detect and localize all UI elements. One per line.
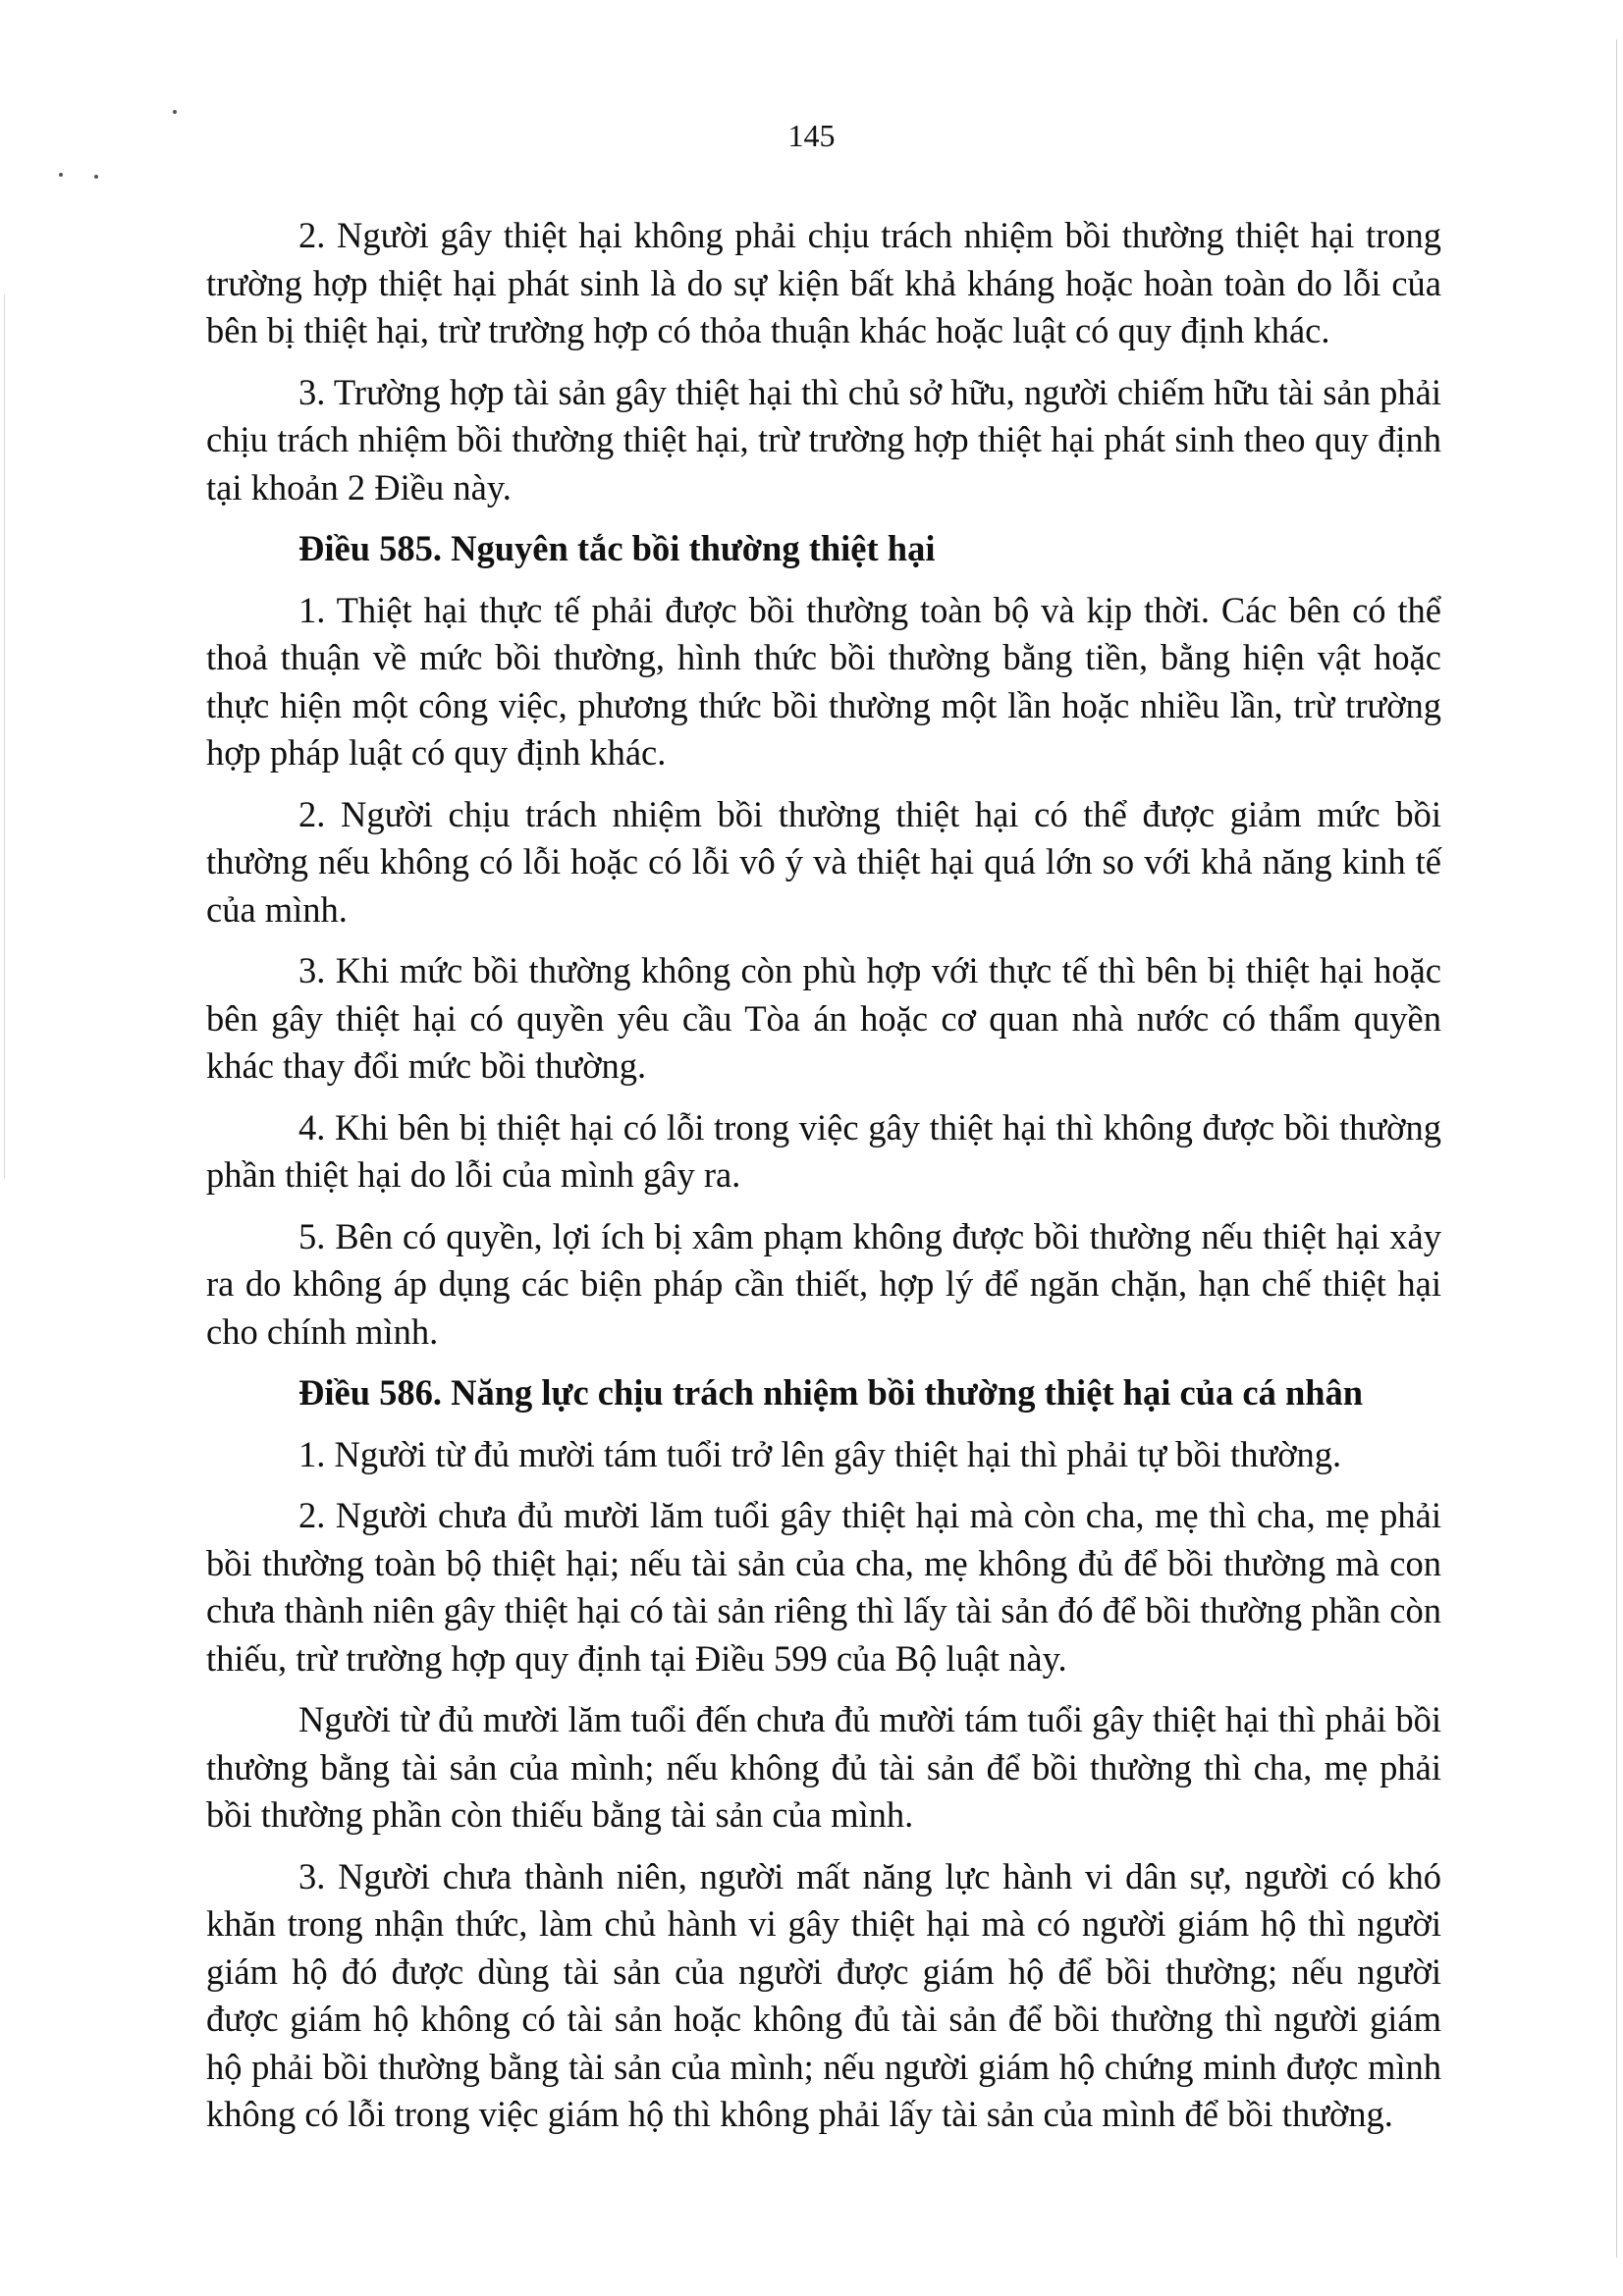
paragraph: 2. Người gây thiệt hại không phải chịu trách nhiệm bồi thường thiệt hại trong trường hợp thiệt hại phát sinh là do sự kiện bất khả kháng hoặc hoàn toàn do lỗi của bên bị thiệt hại, trừ trường hợp có thỏa thuận khác hoặc luật có quy định khác. xyxy=(206,215,1441,350)
article-heading: Điều 586. Năng lực chịu trách nhiệm bồi thường thiệt hại của cá nhân xyxy=(298,1372,1364,1413)
paragraph: 4. Khi bên bị thiệt hại có lỗi trong việc gây thiệt hại thì không được bồi thường phần thiệt hại do lỗi của mình gây ra. xyxy=(206,1106,1441,1195)
scan-edge-line xyxy=(4,294,5,1178)
paragraph: 1. Người từ đủ mười tám tuổi trở lên gây thiệt hại thì phải tự bồi thường. xyxy=(298,1433,1342,1474)
scan-speck xyxy=(94,175,98,179)
paragraph: 2. Người chưa đủ mười lăm tuổi gây thiệt hại mà còn cha, mẹ thì cha, mẹ phải bồi thường toàn bộ thiệt hại; nếu tài sản của cha, mẹ không đủ để bồi thường mà con chưa thành niên gây thiệt hại có tài sản riêng thì lấy tài sản đó để bồi thường phần còn thiếu, trừ trường hợp quy định tại Điều 599 của Bộ luật này. xyxy=(206,1495,1441,1679)
paragraph: 2. Người chịu trách nhiệm bồi thường thiệt hại có thể được giảm mức bồi thường nếu không có lỗi hoặc có lỗi vô ý và thiệt hại quá lớn so với khả năng kinh tế của mình. xyxy=(206,793,1441,930)
article-heading: Điều 585. Nguyên tắc bồi thường thiệt hại xyxy=(298,528,936,568)
page-number: 145 xyxy=(787,118,836,153)
paragraph: 3. Người chưa thành niên, người mất năng lực hành vi dân sự, người có khó khăn trong nhận thức, làm chủ hành vi gây thiệt hại mà có người giám hộ thì người giám hộ đó được dùng tài sản của người được giám hộ để bồi thường; nếu người được giám hộ không có tài sản hoặc không đủ tài sản để bồi thường thì người giám hộ phải bồi thường bằng tài sản của mình; nếu người giám hộ chứng minh được mình không có lỗi trong việc giám hộ thì không phải lấy tài sản của mình để bồi thường. xyxy=(206,1855,1441,2134)
scan-speck xyxy=(59,173,63,177)
paragraph: Người từ đủ mười lăm tuổi đến chưa đủ mười tám tuổi gây thiệt hại thì phải bồi thường bằng tài sản của mình; nếu không đủ tài sản để bồi thường thì cha, mẹ phải bồi thường phần còn thiếu bằng tài sản của mình. xyxy=(206,1699,1441,1835)
paragraph: 5. Bên có quyền, lợi ích bị xâm phạm không được bồi thường nếu thiệt hại xảy ra do không áp dụng các biện pháp cần thiết, hợp lý để ngăn chặn, hạn chế thiệt hại cho chính mình. xyxy=(206,1215,1441,1352)
scan-edge-line xyxy=(1616,39,1617,2258)
paragraph: 3. Trường hợp tài sản gây thiệt hại thì chủ sở hữu, người chiếm hữu tài sản phải chịu trách nhiệm bồi thường thiệt hại, trừ trường hợp thiệt hại phát sinh theo quy định tại khoản 2 Điều này. xyxy=(206,371,1441,507)
scan-speck xyxy=(173,110,177,114)
paragraph: 3. Khi mức bồi thường không còn phù hợp với thực tế thì bên bị thiệt hại hoặc bên gây thiệt hại có quyền yêu cầu Tòa án hoặc cơ quan nhà nước có thẩm quyền khác thay đổi mức bồi thường. xyxy=(206,950,1441,1086)
document-body xyxy=(206,212,1441,2153)
paragraph: 1. Thiệt hại thực tế phải được bồi thường toàn bộ và kịp thời. Các bên có thể thoả thuận về mức bồi thường, hình thức bồi thường bằng tiền, bằng hiện vật hoặc thực hiện một công việc, phương thức bồi thường một lần hoặc nhiều lần, trừ trường hợp pháp luật có quy định khác. xyxy=(206,589,1441,773)
